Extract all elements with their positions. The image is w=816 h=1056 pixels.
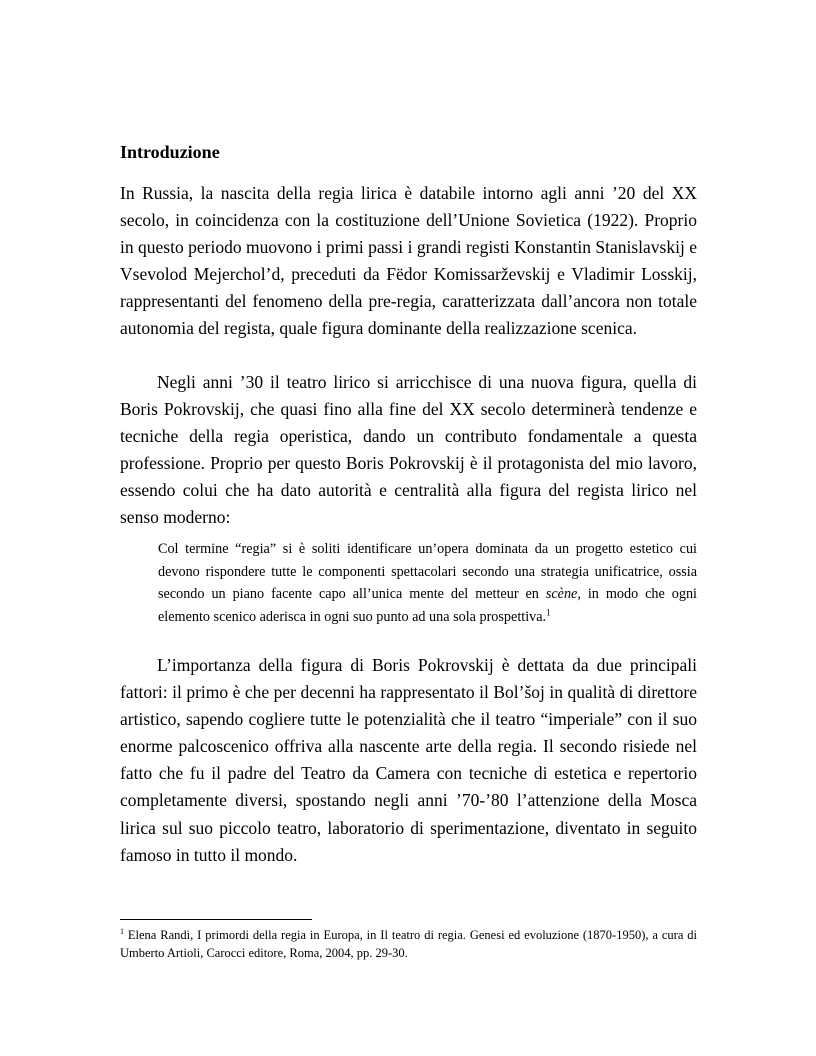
paragraph-1: In Russia, la nascita della regia lirica è databile intorno agli anni ’20 del XX secolo, in coincidenza con la costituzione dell’Unione Sovietica (1922). Proprio in questo periodo muovono i primi passi i grandi registi Konstantin Stanislavskij e Vsevolod Mejerchol’d, preceduti da Fëdor Komissarževskij e Vladimir Losskij, rappresentanti del fenomeno della pre-regia, caratterizzata dall’ancora non totale autonomia del regista, quale figura dominante della realizzazione scenica.	[120, 183, 697, 339]
quote-text-end: in modo che ogni elemento scenico aderisca in ogni suo punto ad una sola prospettiva.	[158, 586, 697, 625]
footnote-text: Elena Randi, I primordi della regia in Europa, in Il teatro di regia. Genesi ed evoluzione (1870-1950), a cura di Umberto Artioli, Carocci editore, Roma, 2004, pp. 29-30.	[120, 928, 697, 960]
section-title: Introduzione	[120, 142, 220, 162]
footnote-marker: 1	[120, 926, 124, 936]
paragraph-2: Negli anni ’30 il teatro lirico si arricchisce di una nuova figura, quella di Boris Pokrovskij, che quasi fino alla fine del XX secolo determinerà tendenze e tecniche della regia operistica, dando un contributo fondamentale a questa professione. Proprio per questo Boris Pokrovskij è il protagonista del mio lavoro, essendo colui che ha dato autorità e centralità alla figura del regista lirico nel senso moderno:	[120, 372, 697, 528]
footnote-reference: 1	[546, 607, 551, 618]
footnote	[120, 927, 697, 962]
quote-text: Col termine “regia” si è soliti identificare un’opera dominata da un progetto estetico cui devono rispondere tutte le componenti spettacolari secondo una strategia unificatrice, ossia secondo un piano facente capo all’unica mente del metteur en	[158, 541, 697, 603]
footnote-separator	[120, 919, 312, 920]
quote-italic-word: scène,	[545, 586, 581, 603]
block-quote	[158, 538, 697, 628]
paragraph-3: L’importanza della figura di Boris Pokrovskij è dettata da due principali fattori: il primo è che per decenni ha rappresentato il Bol’šoj in qualità di direttore artistico, sapendo cogliere tutte le potenzialità che il teatro “imperiale” con il suo enorme palcoscenico offriva alla nascente arte della regia. Il secondo risiede nel fatto che fu il padre del Teatro da Camera con tecniche di estetica e repertorio completamente diversi, spostando negli anni ’70-’80 l’attenzione della Mosca lirica sul suo piccolo teatro, laboratorio di sperimentazione, diventato in seguito famoso in tutto il mondo.	[120, 655, 697, 865]
